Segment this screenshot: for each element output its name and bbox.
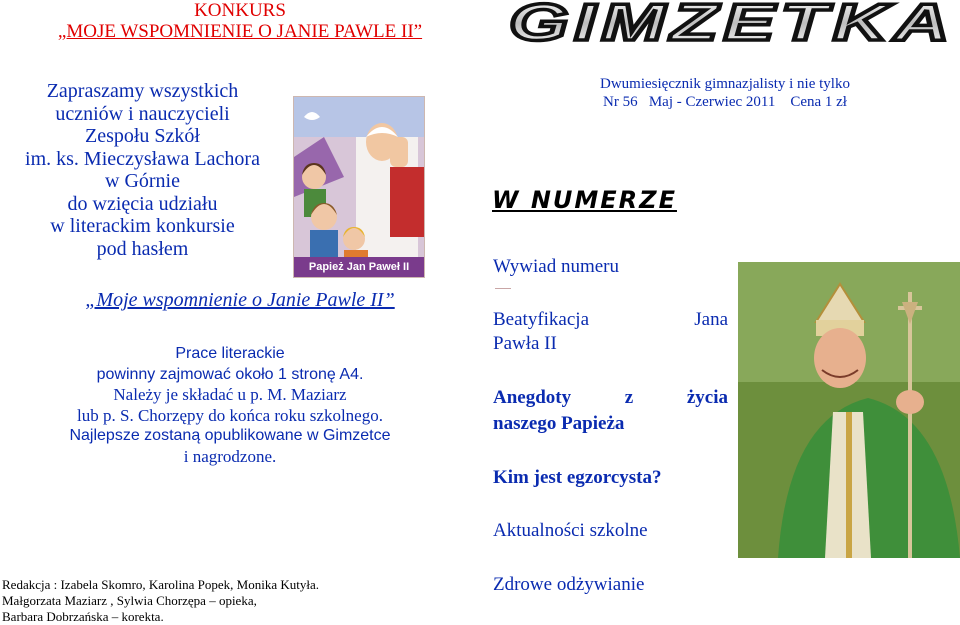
credits-line: Barbara Dobrzańska – korekta.: [2, 609, 164, 624]
invite-line: do wzięcia udziału: [67, 192, 218, 215]
rules-line: lub p. S. Chorzępy do końca roku szkolnego.: [77, 405, 383, 425]
contest-invitation: [20, 80, 265, 260]
credits-line: Redakcja : Izabela Skomro, Karolina Popek, Monika Kutyła.: [2, 577, 319, 592]
credits-line: Małgorzata Maziarz , Sylwia Chorzępa – opieka,: [2, 593, 257, 608]
invite-line: pod hasłem: [96, 237, 189, 260]
divider: [495, 288, 511, 289]
rules-line: Najlepsze zostaną opublikowane w Gimzetce: [69, 427, 391, 444]
invite-line: uczniów i nauczycieli: [55, 102, 230, 125]
toc-item: Zdrowe odżywianie: [493, 574, 645, 595]
toc-item: naszego Papieża: [493, 413, 625, 434]
invite-line: w Górnie: [105, 170, 180, 192]
toc-item: Beatyfikacja Jana: [493, 309, 728, 330]
rules-line: i nagrodzone.: [183, 446, 277, 466]
toc-item: Kim jest egzorcysta?: [493, 467, 662, 488]
pope-photo-drawing: [738, 262, 960, 558]
logo-text: GIMZETKA: [509, 0, 955, 44]
toc-item: Pawła II: [493, 333, 557, 354]
contest-rules: [0, 344, 460, 467]
invite-line: Zespołu Szkół: [85, 125, 200, 147]
gimzetka-logo: [504, 0, 960, 44]
contest-subtitle: „MOJE WSPOMNIENIE O JANIE PAWLE II”: [57, 21, 423, 42]
invite-line: w literackim konkursie: [50, 215, 235, 237]
contest-title: KONKURS: [194, 0, 286, 21]
pope-photo: [738, 262, 960, 558]
rules-line: powinny zajmować około 1 stronę A4.: [96, 365, 364, 383]
invite-line: im. ks. Mieczysława Lachora: [25, 147, 260, 170]
tagline: Dwumiesięcznik gimnazjalisty i nie tylko: [600, 76, 850, 92]
contest-motto: „Moje wspomnienie o Janie Pawle II”: [85, 289, 395, 311]
toc-item: Wywiad numeru: [493, 256, 620, 277]
invite-line: Zapraszamy wszystkich: [46, 80, 239, 102]
toc-item: Anegdoty z życia: [493, 387, 728, 408]
pope-illustration-drawing: [294, 97, 424, 277]
gimzetka-logo-art: [504, 0, 960, 44]
issue-info: [490, 75, 960, 111]
contents-heading: W NUMERZE: [492, 186, 677, 214]
rules-line: Należy je składać u p. M. Maziarz: [113, 385, 347, 404]
issue-line: Nr 56 Maj - Czerwiec 2011 Cena 1 zł: [603, 94, 847, 110]
contest-header: [0, 0, 480, 42]
toc-item: Aktualności szkolne: [493, 520, 648, 541]
editorial-credits: [2, 577, 472, 625]
illustration-caption: Papież Jan Paweł II: [308, 261, 410, 273]
rules-line: Prace literackie: [175, 345, 285, 362]
pope-illustration: [293, 96, 425, 278]
